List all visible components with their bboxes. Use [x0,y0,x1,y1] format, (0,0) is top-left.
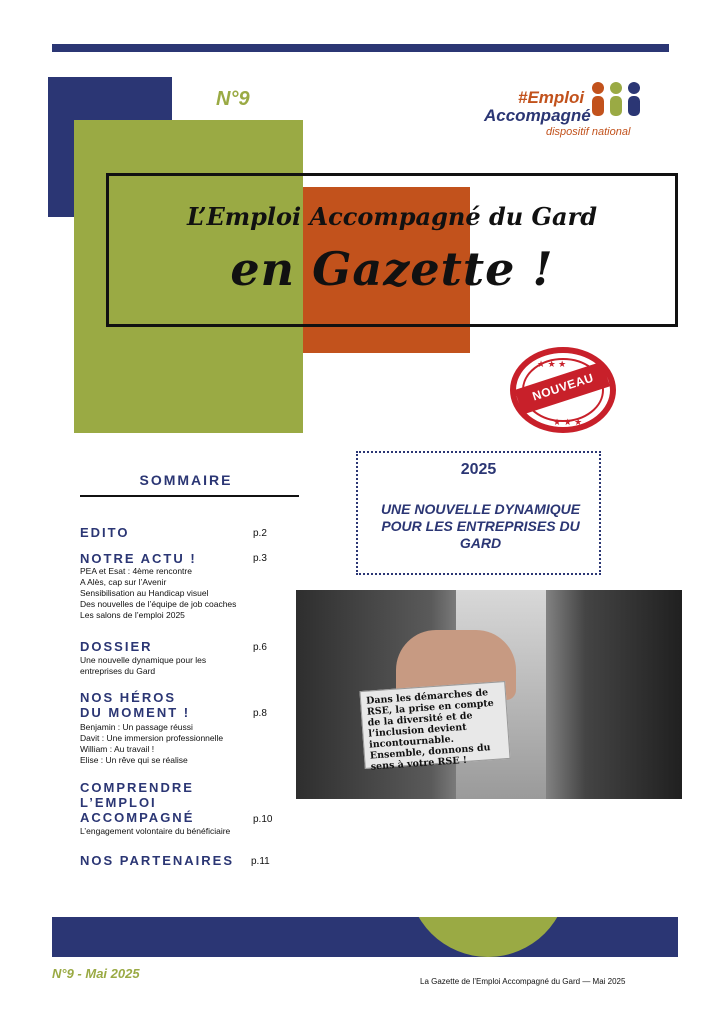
svg-text:★ ★ ★: ★ ★ ★ [553,417,583,427]
bottom-green-shape [408,917,568,957]
toc-page-actu: p.3 [253,553,267,564]
business-photo [296,590,682,799]
toc-sub-item: William : Au travail ! [80,744,155,754]
toc-heading-edito: EDITO [80,525,130,540]
sommaire-divider [80,495,299,497]
toc-heading-partenaires: NOS PARTENAIRES [80,853,234,868]
nouveau-stamp [507,345,619,435]
logo-line-dispositif: dispositif national [546,126,631,138]
toc-sub-item: PEA et Esat : 4ème rencontre [80,566,192,576]
footer-caption: La Gazette de l’Emploi Accompagné du Gard — Mai 2025 [420,977,626,986]
toc-sub-item: Des nouvelles de l’équipe de job coaches [80,599,237,609]
toc-heading-dossier: DOSSIER [80,639,153,654]
logo-line-accompagne: Accompagné [484,106,591,125]
sommaire-title: SOMMAIRE [139,472,233,488]
footer-issue: N°9 - Mai 2025 [52,966,140,981]
stamp-label: NOUVEAU [530,370,596,404]
announcement-text: UNE NOUVELLE DYNAMIQUE POUR LES ENTREPRISES DU GARD [380,501,581,551]
toc-sub-item: Sensibilisation au Handicap visuel [80,588,209,598]
toc-page-edito: p.2 [253,528,267,539]
logo-line-emploi: #Emploi [518,88,585,107]
svg-text:★ ★ ★: ★ ★ ★ [537,359,567,369]
toc-heading-heros-2: DU MOMENT ! [80,705,191,720]
title-line-2: en Gazette ! [230,242,554,296]
announcement-year: 2025 [460,461,497,478]
toc-page-heros: p.8 [253,708,267,719]
toc-page-dossier: p.6 [253,642,267,653]
toc-heading-heros: NOS HÉROS [80,690,177,705]
toc-sub-item: Elise : Un rêve qui se réalise [80,755,188,765]
toc-sub-item: Davit : Une immersion professionnelle [80,733,224,743]
toc-sub-item: Une nouvelle dynamique pour les [80,655,207,665]
bottom-bar [52,917,678,957]
top-bar [52,44,669,52]
emploi-accompagne-logo [480,80,650,144]
toc-page-comprendre: p.10 [253,814,273,825]
people-icon [588,80,648,120]
photo-card-text: Dans les démarches de RSE, la prise en compte de la diversité et de l’inclusion devient incontournable. Ensemble, donnons du sens à votre RSE ! [359,681,510,769]
title-box [106,173,678,327]
toc-sub-item: entreprises du Gard [80,666,156,676]
title-line-1: L’Emploi Accompagné du Gard [186,202,598,231]
issue-number: N°9 [216,88,250,110]
toc-heading-comprendre-3: ACCOMPAGNÉ [80,810,195,825]
toc-sub-item: Les salons de l’emploi 2025 [80,610,185,620]
toc-sub-item: L’engagement volontaire du bénéficiaire [80,826,231,836]
toc-heading-actu: NOTRE ACTU ! [80,551,197,566]
announcement-box [356,451,601,575]
toc-heading-comprendre: COMPRENDRE [80,780,194,795]
toc-heading-comprendre-2: L’EMPLOI [80,795,157,810]
toc-sub-item: A Alès, cap sur l’Avenir [80,577,167,587]
toc-page-partenaires: p.11 [251,856,270,867]
toc-sub-item: Benjamin : Un passage réussi [80,722,193,732]
